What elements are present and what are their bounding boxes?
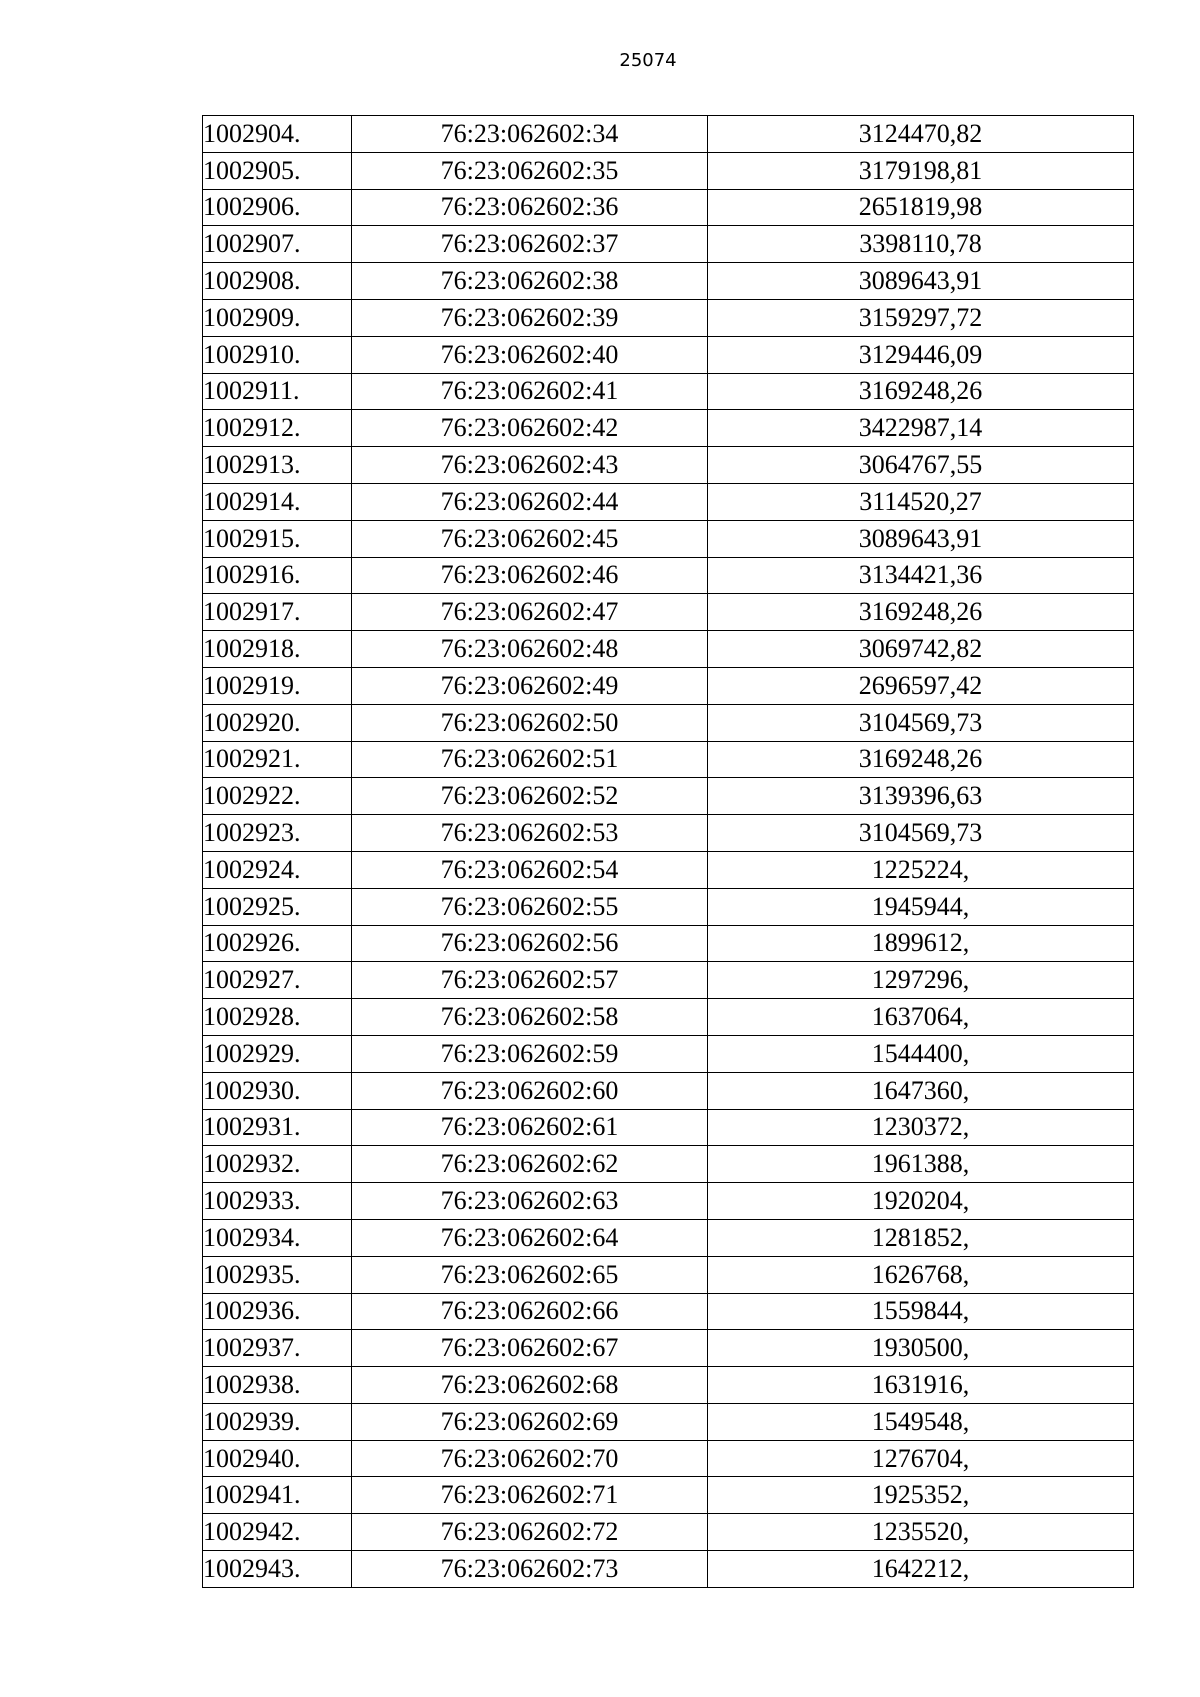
table-row	[203, 226, 1134, 263]
table-row	[203, 520, 1134, 557]
row-number-cell: 1002931.	[203, 1109, 352, 1146]
row-number-cell: 1002935.	[203, 1256, 352, 1293]
cadastral-value-cell: 1930500,	[708, 1330, 1134, 1367]
table-row	[203, 1367, 1134, 1404]
table-row	[203, 152, 1134, 189]
table-row	[203, 116, 1134, 153]
cadastral-value-cell: 1647360,	[708, 1072, 1134, 1109]
cadastral-value-cell: 3169248,26	[708, 741, 1134, 778]
cadastral-number-cell: 76:23:062602:67	[352, 1330, 708, 1367]
table-row	[203, 373, 1134, 410]
cadastral-value-cell: 1626768,	[708, 1256, 1134, 1293]
cadastral-value-cell: 1961388,	[708, 1146, 1134, 1183]
row-number-cell: 1002937.	[203, 1330, 352, 1367]
cadastral-value-cell: 1925352,	[708, 1477, 1134, 1514]
cadastral-number-cell: 76:23:062602:58	[352, 999, 708, 1036]
cadastral-number-cell: 76:23:062602:62	[352, 1146, 708, 1183]
cadastral-number-cell: 76:23:062602:53	[352, 815, 708, 852]
cadastral-value-cell: 1297296,	[708, 962, 1134, 999]
row-number-cell: 1002912.	[203, 410, 352, 447]
row-number-cell: 1002919.	[203, 667, 352, 704]
table-row	[203, 1551, 1134, 1588]
row-number-cell: 1002934.	[203, 1219, 352, 1256]
row-number-cell: 1002906.	[203, 189, 352, 226]
row-number-cell: 1002926.	[203, 925, 352, 962]
row-number-cell: 1002910.	[203, 336, 352, 373]
table-row	[203, 1514, 1134, 1551]
cadastral-number-cell: 76:23:062602:41	[352, 373, 708, 410]
table-row	[203, 1219, 1134, 1256]
cadastral-value-cell: 3104569,73	[708, 704, 1134, 741]
cadastral-value-cell: 1225224,	[708, 851, 1134, 888]
cadastral-value-cell: 3124470,82	[708, 116, 1134, 153]
row-number-cell: 1002914.	[203, 483, 352, 520]
cadastral-number-cell: 76:23:062602:52	[352, 778, 708, 815]
cadastral-value-cell: 3169248,26	[708, 373, 1134, 410]
cadastral-value-cell: 2651819,98	[708, 189, 1134, 226]
row-number-cell: 1002913.	[203, 447, 352, 484]
cadastral-number-cell: 76:23:062602:51	[352, 741, 708, 778]
cadastral-value-cell: 3139396,63	[708, 778, 1134, 815]
cadastral-value-cell: 3069742,82	[708, 631, 1134, 668]
cadastral-number-cell: 76:23:062602:47	[352, 594, 708, 631]
cadastral-value-cell: 3104569,73	[708, 815, 1134, 852]
row-number-cell: 1002941.	[203, 1477, 352, 1514]
cadastral-value-cell: 3422987,14	[708, 410, 1134, 447]
page-number: 25074	[619, 50, 677, 71]
table-row	[203, 410, 1134, 447]
cadastral-number-cell: 76:23:062602:35	[352, 152, 708, 189]
cadastral-number-cell: 76:23:062602:46	[352, 557, 708, 594]
cadastral-value-cell: 1642212,	[708, 1551, 1134, 1588]
row-number-cell: 1002920.	[203, 704, 352, 741]
cadastral-number-cell: 76:23:062602:48	[352, 631, 708, 668]
cadastral-value-table	[202, 115, 1134, 1588]
cadastral-value-cell: 3089643,91	[708, 520, 1134, 557]
row-number-cell: 1002917.	[203, 594, 352, 631]
cadastral-value-cell: 3159297,72	[708, 299, 1134, 336]
cadastral-number-cell: 76:23:062602:57	[352, 962, 708, 999]
cadastral-number-cell: 76:23:062602:45	[352, 520, 708, 557]
cadastral-number-cell: 76:23:062602:71	[352, 1477, 708, 1514]
table-row	[203, 1293, 1134, 1330]
table-row	[203, 631, 1134, 668]
cadastral-number-cell: 76:23:062602:50	[352, 704, 708, 741]
cadastral-number-cell: 76:23:062602:72	[352, 1514, 708, 1551]
cadastral-value-cell: 3114520,27	[708, 483, 1134, 520]
cadastral-number-cell: 76:23:062602:70	[352, 1440, 708, 1477]
row-number-cell: 1002921.	[203, 741, 352, 778]
cadastral-value-cell: 1899612,	[708, 925, 1134, 962]
cadastral-value-cell: 1945944,	[708, 888, 1134, 925]
table-row	[203, 815, 1134, 852]
cadastral-value-cell: 3179198,81	[708, 152, 1134, 189]
cadastral-value-cell: 3064767,55	[708, 447, 1134, 484]
row-number-cell: 1002907.	[203, 226, 352, 263]
row-number-cell: 1002918.	[203, 631, 352, 668]
table-row	[203, 741, 1134, 778]
cadastral-number-cell: 76:23:062602:64	[352, 1219, 708, 1256]
row-number-cell: 1002942.	[203, 1514, 352, 1551]
cadastral-number-cell: 76:23:062602:56	[352, 925, 708, 962]
row-number-cell: 1002938.	[203, 1367, 352, 1404]
cadastral-number-cell: 76:23:062602:60	[352, 1072, 708, 1109]
cadastral-number-cell: 76:23:062602:61	[352, 1109, 708, 1146]
table-row	[203, 1109, 1134, 1146]
row-number-cell: 1002916.	[203, 557, 352, 594]
table-row	[203, 999, 1134, 1036]
table-row	[203, 557, 1134, 594]
row-number-cell: 1002915.	[203, 520, 352, 557]
table-row	[203, 778, 1134, 815]
cadastral-number-cell: 76:23:062602:37	[352, 226, 708, 263]
cadastral-number-cell: 76:23:062602:54	[352, 851, 708, 888]
row-number-cell: 1002940.	[203, 1440, 352, 1477]
cadastral-number-cell: 76:23:062602:55	[352, 888, 708, 925]
cadastral-number-cell: 76:23:062602:68	[352, 1367, 708, 1404]
row-number-cell: 1002924.	[203, 851, 352, 888]
cadastral-value-cell: 3398110,78	[708, 226, 1134, 263]
row-number-cell: 1002927.	[203, 962, 352, 999]
table-row	[203, 594, 1134, 631]
cadastral-value-cell: 1549548,	[708, 1403, 1134, 1440]
row-number-cell: 1002933.	[203, 1183, 352, 1220]
cadastral-number-cell: 76:23:062602:39	[352, 299, 708, 336]
table-row	[203, 1403, 1134, 1440]
cadastral-number-cell: 76:23:062602:42	[352, 410, 708, 447]
table-row	[203, 962, 1134, 999]
row-number-cell: 1002905.	[203, 152, 352, 189]
table-row	[203, 1256, 1134, 1293]
row-number-cell: 1002904.	[203, 116, 352, 153]
row-number-cell: 1002932.	[203, 1146, 352, 1183]
cadastral-value-cell: 1230372,	[708, 1109, 1134, 1146]
cadastral-number-cell: 76:23:062602:63	[352, 1183, 708, 1220]
row-number-cell: 1002925.	[203, 888, 352, 925]
page-header	[0, 50, 1200, 74]
table-row	[203, 447, 1134, 484]
table-row	[203, 667, 1134, 704]
cadastral-number-cell: 76:23:062602:66	[352, 1293, 708, 1330]
cadastral-value-cell: 3169248,26	[708, 594, 1134, 631]
table-row	[203, 1146, 1134, 1183]
table-row	[203, 1183, 1134, 1220]
table-row	[203, 851, 1134, 888]
cadastral-value-cell: 1544400,	[708, 1035, 1134, 1072]
row-number-cell: 1002939.	[203, 1403, 352, 1440]
row-number-cell: 1002929.	[203, 1035, 352, 1072]
table-row	[203, 1330, 1134, 1367]
row-number-cell: 1002943.	[203, 1551, 352, 1588]
table-row	[203, 925, 1134, 962]
table-row	[203, 1477, 1134, 1514]
cadastral-value-cell: 3089643,91	[708, 263, 1134, 300]
row-number-cell: 1002908.	[203, 263, 352, 300]
table-row	[203, 704, 1134, 741]
cadastral-value-cell: 1281852,	[708, 1219, 1134, 1256]
row-number-cell: 1002930.	[203, 1072, 352, 1109]
row-number-cell: 1002922.	[203, 778, 352, 815]
cadastral-number-cell: 76:23:062602:69	[352, 1403, 708, 1440]
cadastral-number-cell: 76:23:062602:73	[352, 1551, 708, 1588]
cadastral-number-cell: 76:23:062602:43	[352, 447, 708, 484]
table-row	[203, 336, 1134, 373]
row-number-cell: 1002923.	[203, 815, 352, 852]
cadastral-value-cell: 1235520,	[708, 1514, 1134, 1551]
row-number-cell: 1002911.	[203, 373, 352, 410]
cadastral-value-cell: 3134421,36	[708, 557, 1134, 594]
cadastral-number-cell: 76:23:062602:59	[352, 1035, 708, 1072]
table-row	[203, 888, 1134, 925]
cadastral-value-cell: 1631916,	[708, 1367, 1134, 1404]
table-row	[203, 1072, 1134, 1109]
cadastral-value-cell: 1637064,	[708, 999, 1134, 1036]
table-row	[203, 483, 1134, 520]
cadastral-value-cell: 1559844,	[708, 1293, 1134, 1330]
cadastral-number-cell: 76:23:062602:40	[352, 336, 708, 373]
cadastral-number-cell: 76:23:062602:49	[352, 667, 708, 704]
cadastral-value-cell: 1920204,	[708, 1183, 1134, 1220]
table-row	[203, 1035, 1134, 1072]
table-row	[203, 189, 1134, 226]
table-row	[203, 1440, 1134, 1477]
cadastral-value-cell: 3129446,09	[708, 336, 1134, 373]
cadastral-value-cell: 2696597,42	[708, 667, 1134, 704]
cadastral-number-cell: 76:23:062602:65	[352, 1256, 708, 1293]
row-number-cell: 1002936.	[203, 1293, 352, 1330]
row-number-cell: 1002909.	[203, 299, 352, 336]
cadastral-number-cell: 76:23:062602:38	[352, 263, 708, 300]
table-body	[203, 116, 1134, 1588]
cadastral-value-cell: 1276704,	[708, 1440, 1134, 1477]
table-row	[203, 299, 1134, 336]
row-number-cell: 1002928.	[203, 999, 352, 1036]
cadastral-number-cell: 76:23:062602:36	[352, 189, 708, 226]
cadastral-number-cell: 76:23:062602:34	[352, 116, 708, 153]
cadastral-number-cell: 76:23:062602:44	[352, 483, 708, 520]
table-row	[203, 263, 1134, 300]
